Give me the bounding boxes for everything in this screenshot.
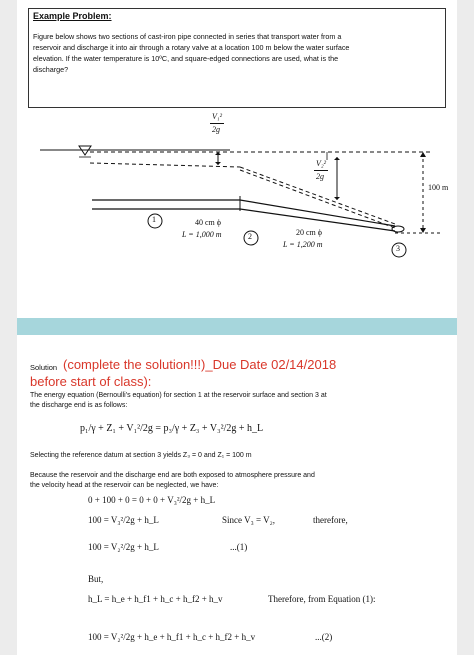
energy-equation: p₁/γ + Z₁ + V₁²/2g = p₃/γ + Z₃ + V₃²/2g + h_L <box>80 423 264 434</box>
intro-line-2: the discharge end is as follows: <box>30 402 128 409</box>
page-divider <box>17 318 457 335</box>
equation-100a: 100 = V₃²/2g + h_L <box>88 515 159 525</box>
pipe-2-diameter: 20 cm ϕ <box>296 228 322 237</box>
equation-zero: 0 + 100 + 0 = 0 + 0 + V₃²/2g + h_L <box>88 495 216 505</box>
solution-title-1: (complete the solution!!!)_Due Date 02/14/2018 <box>63 357 337 372</box>
left-gutter <box>0 0 17 655</box>
solution-label: Solution <box>30 363 58 372</box>
problem-page <box>0 0 474 318</box>
problem-line-3: elevation. If the water temperature is 10ºC, and square-edged connections are used, what is the <box>33 54 339 63</box>
pipe-1-length: L = 1,000 m <box>182 230 222 239</box>
because-line-2: the velocity head at the reservoir can be neglected, we have: <box>30 482 219 489</box>
vel-head-1-num: V₁² <box>212 112 223 121</box>
problem-line-2: reservoir and discharge it into air through a rotary valve at a location 100 m below the water surface <box>33 43 350 52</box>
intro-line-1: The energy equation (Bernoulli's equation) for section 1 at the reservoir surface and section 3 at <box>30 392 327 399</box>
problem-line-1: Figure below shows two sections of cast-iron pipe connected in series that transport water from a <box>33 32 342 41</box>
pipe-1-diameter: 40 cm ϕ <box>195 218 221 227</box>
pipe-2-length: L = 1,200 m <box>283 240 323 249</box>
pipe-2-top <box>240 200 395 226</box>
node-1-label: 1 <box>152 215 156 224</box>
but-text: But, <box>88 574 104 584</box>
equation-number-2: ...(2) <box>315 632 333 642</box>
vel-head-1-den: 2g <box>212 125 220 134</box>
rotary-valve <box>392 226 404 232</box>
therefore-text: therefore, <box>313 515 348 525</box>
right-gutter <box>457 0 474 655</box>
node-2-label: 2 <box>248 232 252 241</box>
solution-title-2: before start of class): <box>30 374 152 389</box>
pipe-system-diagram <box>0 0 474 318</box>
vel-head-2-den: 2g <box>316 172 324 181</box>
vel-head-2-num: V₂² <box>316 159 327 168</box>
node-3-label: 3 <box>396 244 400 253</box>
head-loss-equation: h_L = h_e + h_f1 + h_c + h_f2 + h_v <box>88 594 223 604</box>
since-text: Since V₃ = V₂, <box>222 515 276 525</box>
problem-line-4: discharge? <box>33 65 69 74</box>
equation-number-1: ...(1) <box>230 542 248 552</box>
problem-heading: Example Problem: <box>33 11 112 21</box>
because-line-1: Because the reservoir and the discharge end are both exposed to atmosphere pressure and <box>30 472 315 479</box>
height-label: 100 m <box>428 183 449 192</box>
final-equation: 100 = V₂²/2g + h_e + h_f1 + h_c + h_f2 + h_v <box>88 632 256 642</box>
therefore-from-text: Therefore, from Equation (1): <box>268 594 376 604</box>
equation-100b: 100 = V₂²/2g + h_L <box>88 542 159 552</box>
datum-text: Selecting the reference datum at section 3 yields Z₃ = 0 and Z₁ = 100 m <box>30 452 252 459</box>
solution-page <box>0 335 474 655</box>
